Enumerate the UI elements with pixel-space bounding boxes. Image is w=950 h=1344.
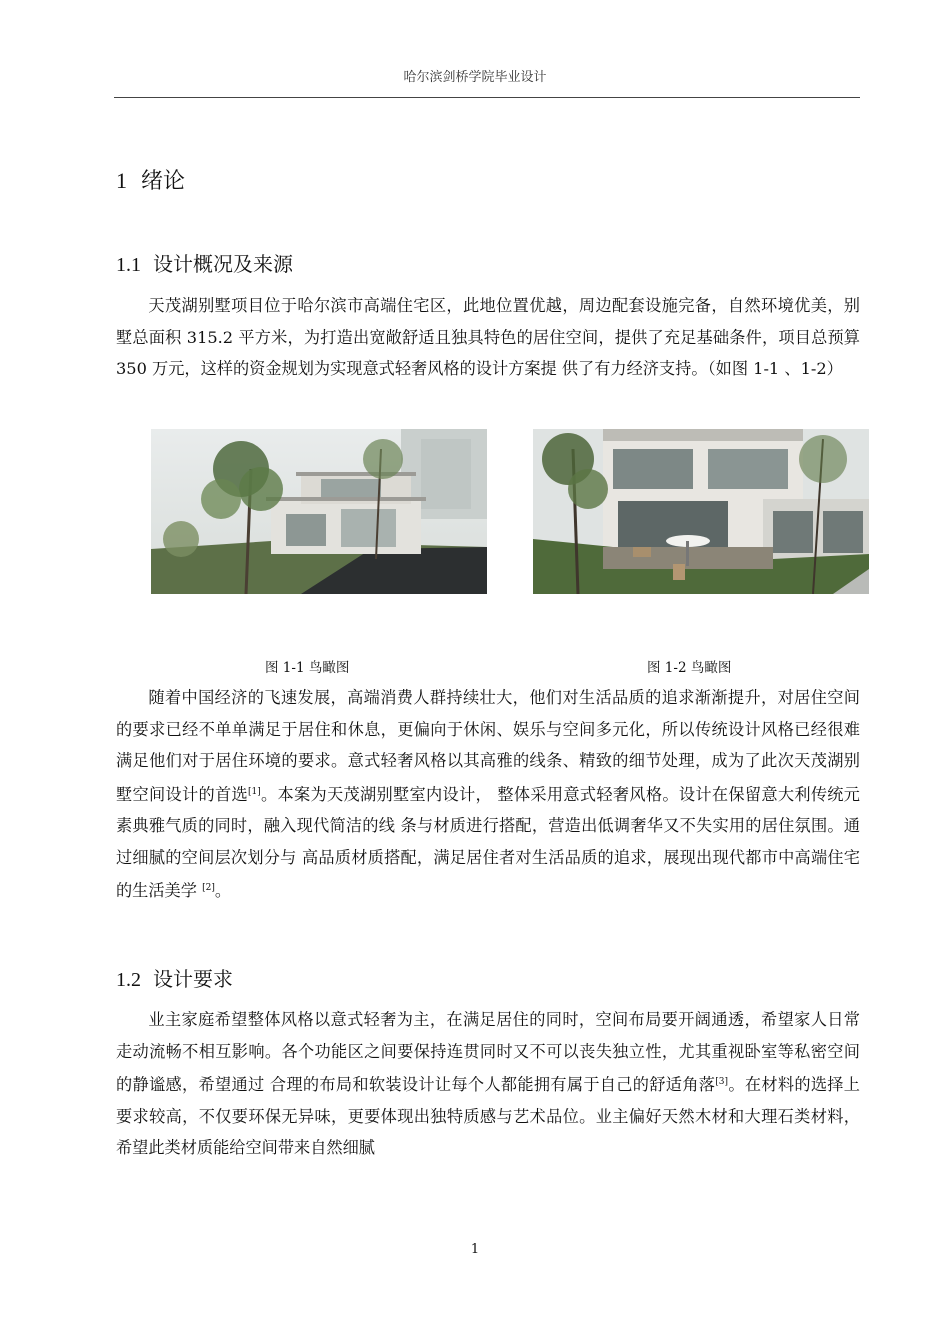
citation-1: [1]	[247, 786, 261, 797]
section-title: 设计要求	[153, 967, 233, 991]
running-header: 哈尔滨剑桥学院毕业设计	[403, 70, 547, 85]
citation-2: [2]	[202, 883, 215, 893]
figure-1-2-image	[533, 429, 869, 594]
paragraph-background-text-b: 。本案为天茂湖别墅室内设计， 整体采用意式轻奢风格。设计在保留意大利传统元素典雅气质的同时，融入现代简洁的线 条与材质进行搭配，营造出低调奢华又不失实用的居住氛围。通过细腻的空间层次划分与 高品质材质搭配，满足居住者对生活品质的追求，展现出现代都市中高端住宅的生活美学	[116, 784, 860, 900]
chapter-heading	[116, 164, 185, 195]
paragraph-background	[116, 682, 860, 907]
figure-1-2-caption: 图 1-2 鸟瞰图	[647, 660, 732, 676]
chapter-number: 1	[116, 168, 127, 193]
section-number: 1.1	[116, 254, 141, 276]
paragraph-requirements-text-a: 业主家庭希望整体风格以意式轻奢为主，在满足居住的同时，空间布局要开阔通透，希望家人日常走动流畅不相互影响。各个功能区之间要保持连贯同时又不可以丧失独立性，尤其重视卧室等私密空间的静谧感，希望通过 合理的布局和软装设计让每个人都能拥有属于自己的舒适角落	[116, 1010, 860, 1094]
figure-1-1-image	[151, 429, 487, 594]
chapter-title: 绪论	[141, 169, 186, 194]
page-number: 1	[470, 1242, 480, 1257]
villa-render-image	[533, 429, 869, 594]
citation-3: [3]	[715, 1077, 729, 1087]
paragraph-overview: 天茂湖别墅项目位于哈尔滨市高端住宅区，此地位置优越，周边配套设施完备，自然环境优美，别墅总面积 315.2 平方米，为打造出宽敞舒适且独具特色的居住空间，提供了充足基础条件，项目总预算 350 万元，这样的资金规划为实现意式轻奢风格的设计方案提 供了有力经济支持。（如图 1-1 、1-2）	[116, 296, 860, 378]
figure-1-1-caption: 图 1-1 鸟瞰图	[265, 660, 350, 676]
header-rule	[114, 97, 860, 98]
section-heading-1-1	[116, 248, 293, 277]
paragraph-requirements-text-b: 。在材料的选择上要求较高，不仅要环保无异味，更要体现出独特质感与艺术品位。业主偏好天然木材和大理石类材料，希望此类材质能给空间带来自然细腻	[116, 1075, 860, 1157]
section-title: 设计概况及来源	[153, 252, 293, 276]
section-number: 1.2	[116, 969, 141, 991]
paragraph-background-text-a: 随着中国经济的飞速发展，高端消费人群持续壮大，他们对生活品质的追求渐渐提升，对居住空间的要求已经不单单满足于居住和休息，更偏向于休闲、娱乐与空间多元化，所以传统设计风格已经很难满足他们对于居住环境的要求。意式轻奢风格以其高雅的线条、精致的细节处理，成为了此次天茂湖别墅空间设计的首选	[116, 688, 860, 804]
paragraph-requirements	[116, 1004, 860, 1164]
section-heading-1-2	[116, 963, 233, 992]
paragraph-background-text-c: 。	[214, 881, 232, 900]
villa-render-image	[151, 429, 487, 594]
